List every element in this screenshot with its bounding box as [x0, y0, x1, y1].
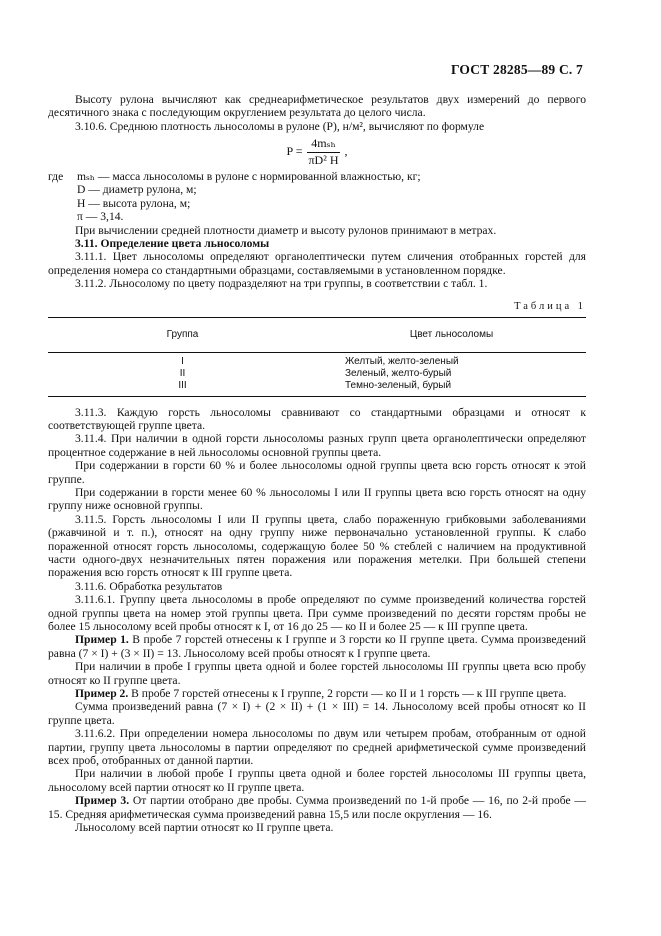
definition-row — [48, 170, 586, 183]
page-header: ГОСТ 28285—89 С. 7 — [450, 62, 583, 77]
table-cell: III — [48, 380, 317, 397]
definition-row: D — диаметр рулона, м; — [77, 183, 197, 197]
section-heading-3-11: 3.11. Определение цвета льносоломы — [75, 237, 270, 251]
paragraph: При содержании в горсти менее 60 % льносоломы I или II группы цвета всю горсть относят на одну группу ниже основной группы. — [48, 485, 586, 513]
definition-lead: где — [48, 170, 64, 184]
example-text: В пробе 7 горстей отнесены к I группе, 2 горсти — ко II и 1 горсть — к III группе цвета. — [128, 687, 567, 701]
definition-row: π — 3,14. — [77, 210, 124, 224]
color-groups-table — [48, 317, 586, 396]
paragraph-3-11-6-1: 3.11.6.1. Группу цвета льносоломы в пробе определяют по сумме произведений количества горстей одной группы цвета на номер этой группы цвета. При сумме произведений по десяти горстям пробы не более 15 льносолому всей пробы относят к I, от 16 до 25 — ко II и более 25 — к III группе цвета. — [48, 593, 586, 633]
example-3 — [48, 794, 586, 821]
table-cell: II — [179, 367, 186, 379]
density-formula — [48, 137, 586, 167]
paragraph: При наличии в любой пробе I группы цвета одной и более горстей льносоломы III группы цвета, льносолому всей партии относят ко II группе цвета. — [48, 767, 586, 794]
example-text: От партии отобрано две пробы. Сумма произведений по 1-й пробе — 16, по 2-й пробе — 15. Средняя арифметическая сумма произведений равна 15,5 или после округления — 16. — [48, 794, 586, 821]
table-cell: Зеленый, желто-бурый — [345, 367, 452, 379]
formula-trail: , — [344, 144, 348, 159]
column-header-group: Группа — [48, 318, 317, 352]
formula-fraction — [305, 137, 343, 167]
paragraph: Сумма произведений равна (7 × I) + (2 × II) + (1 × III) = 14. Льносолому всей пробы относят ко II группе цвета. — [48, 700, 586, 727]
table-cell: I — [181, 355, 184, 367]
formula-numerator: 4mₛₕ — [307, 137, 340, 152]
example-label: Пример 3. — [75, 794, 130, 808]
formula-denominator: πD² H — [308, 152, 339, 167]
paragraph: При наличии в пробе I группы цвета одной и более горстей льносоломы III группы цвета всю пробу относят ко II группе цвета. — [48, 660, 586, 687]
paragraph: При вычислении средней плотности диаметр и высоту рулонов принимают в метрах. — [75, 223, 497, 237]
table-header-row — [48, 318, 586, 352]
example-label: Пример 2. — [75, 687, 129, 701]
table-row — [48, 368, 586, 380]
table-row — [48, 352, 586, 368]
paragraph-3-11-6: 3.11.6. Обработка результатов — [75, 579, 223, 593]
example-text: В пробе 7 горстей отнесены к I группе и 3 горсти ко II группе цвета. Сумма произведений равна (7 × I) + (3 × II) = 13. Льносолому всей пробы относят к I группе цвета. — [48, 633, 587, 660]
example-label: Пример 1. — [75, 633, 129, 647]
paragraph-3-11-1: 3.11.1. Цвет льносоломы определяют органолептически путем сличения отобранных горстей для определения номера со стандартными образцами, составляемыми в установленном порядке. — [48, 250, 586, 277]
paragraph: Льносолому всей партии относят ко II группе цвета. — [75, 821, 334, 835]
body-text — [48, 93, 586, 835]
example-1 — [48, 633, 586, 660]
example-2 — [48, 687, 586, 700]
paragraph-3-11-4: 3.11.4. При наличии в одной горсти льносоломы разных групп цвета органолептически определяют процентное содержание в ней льносоломы основной группы цвета. — [48, 432, 586, 459]
paragraph-3-11-3: 3.11.3. Каждую горсть льносоломы сравнивают со стандартными образцами и относят к соответствующей группе цвета. — [48, 405, 586, 432]
paragraph-3-11-5: 3.11.5. Горсть льносоломы I или II группы цвета, слабо пораженную грибковыми заболеваниями (ржавчиной и т. п.), относят на одну группу ниже первоначально установленной группы. К слабо пораженной относят горсть льносоломы, содержащую более 50 % стеблей с наличием на продуктивной части одного-двух незначительных пятен поражения или поражения метелки. При большей степени поражения всю горсть относят к III группе цвета. — [48, 512, 586, 580]
column-header-color: Цвет льносоломы — [317, 318, 586, 352]
table-cell: Темно-зеленый, бурый — [317, 380, 586, 397]
paragraph-3-10-6: 3.10.6. Среднюю плотность льносоломы в рулоне (P), н/м², вычисляют по формуле — [75, 119, 485, 133]
paragraph-3-11-6-2: 3.11.6.2. При определении номера льносоломы по двум или четырем пробам, отобранным от одной партии, группу цвета льносоломы в партии определяют по средней арифметической сумме произведений всех проб, отобранных от данной партии. — [48, 727, 586, 768]
paragraph-3-11-2: 3.11.2. Льносолому по цвету подразделяют на три группы, в соответствии с табл. 1. — [75, 277, 488, 291]
table-caption: Таблица 1 — [514, 300, 586, 312]
formula-lhs: P = — [286, 144, 303, 159]
definition-text: mₛₕ — масса льносоломы в рулоне с нормированной влажностью, кг; — [77, 170, 421, 184]
paragraph: При содержании в горсти 60 % и более льносоломы одной группы цвета всю горсть относят к этой группе. — [48, 459, 586, 486]
paragraph: Высоту рулона вычисляют как среднеарифметическое результатов двух измерений до первого десятичного знака с последующим округлением результата до целого числа. — [48, 93, 586, 120]
table-cell: Желтый, желто-зеленый — [345, 355, 459, 367]
table-row — [48, 380, 586, 397]
definition-row: H — высота рулона, м; — [77, 196, 191, 210]
